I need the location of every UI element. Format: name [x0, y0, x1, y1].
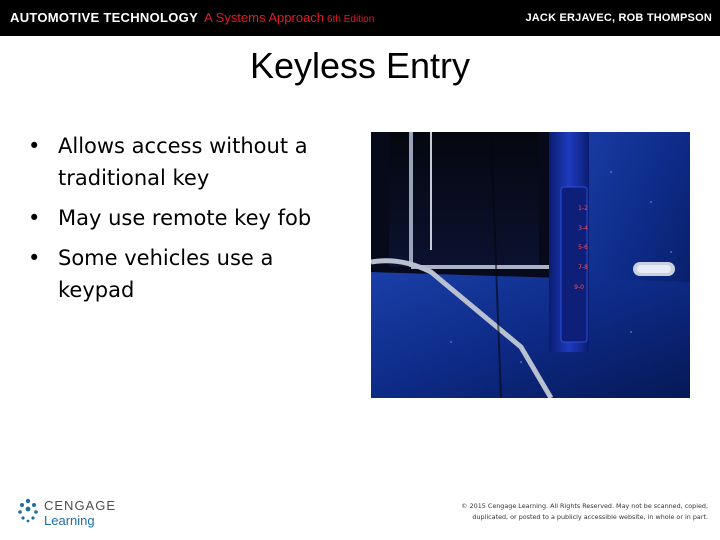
- copyright-notice: [408, 501, 708, 523]
- cengage-logo: [16, 497, 126, 529]
- slide-title: Keyless Entry: [249, 45, 471, 86]
- car-door-keypad-photo: [371, 132, 690, 398]
- bullet-item: [28, 130, 353, 194]
- book-title: [10, 10, 374, 25]
- keypad-button-label: 5-6: [578, 244, 588, 251]
- copyright-line: duplicated, or posted to a publicly accessible website, in whole or in part.: [472, 513, 708, 521]
- bullet-dot-icon: •: [28, 206, 41, 230]
- bullet-dot-icon: •: [28, 134, 41, 158]
- keypad-button-label: 3-4: [578, 225, 588, 232]
- logo-text-cengage: CENGAGE: [44, 498, 117, 513]
- bullet-item: [28, 202, 353, 234]
- bullet-dot-icon: •: [28, 246, 41, 270]
- bullet-text: Allows access without a traditional key: [58, 134, 308, 190]
- bullet-list: [28, 130, 353, 314]
- bullet-item: [28, 242, 353, 306]
- authors: JACK ERJAVEC, ROB THOMPSON: [525, 12, 712, 24]
- header-bar: [0, 0, 720, 36]
- book-edition: 6th Edition: [327, 14, 375, 25]
- book-subtitle: A Systems Approach: [204, 10, 325, 25]
- logo-text-learning: Learning: [44, 513, 95, 528]
- keypad-button-label: 7-8: [578, 264, 588, 271]
- copyright-line: © 2015 Cengage Learning. All Rights Reserved. May not be scanned, copied,: [461, 502, 708, 510]
- bullet-text: May use remote key fob: [58, 206, 312, 230]
- keypad-button-label: 9-0: [574, 284, 584, 291]
- bullet-text: Some vehicles use a keypad: [58, 246, 274, 302]
- cengage-logo-icon: [16, 497, 40, 525]
- keypad-button-label: 1-2: [578, 205, 588, 212]
- brand-name: AUTOMOTIVE TECHNOLOGY: [10, 10, 199, 25]
